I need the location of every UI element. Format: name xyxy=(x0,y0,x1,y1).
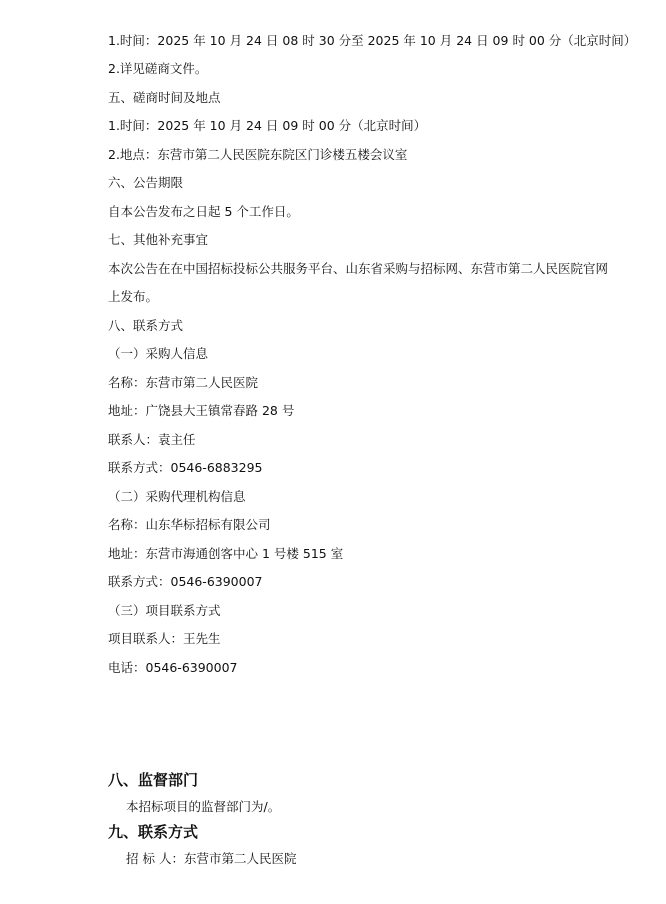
purchaser-name: 名称：东营市第二人民医院 xyxy=(108,375,259,390)
purchaser-title: （一）采购人信息 xyxy=(108,346,209,361)
section-title-contact: 八、联系方式 xyxy=(108,318,184,333)
project-contact-phone: 电话：0546-6390007 xyxy=(108,660,238,675)
section-title-supervision: 八、监督部门 xyxy=(108,771,199,789)
consultation-time: 1.时间：2025 年 10 月 24 日 09 时 00 分（北京时间） xyxy=(108,118,427,133)
details-line: 2.详见磋商文件。 xyxy=(108,61,208,76)
project-contact-title: （三）项目联系方式 xyxy=(108,603,221,618)
agency-name: 名称：山东华标招标有限公司 xyxy=(108,517,271,532)
tenderer-line: 招 标 人：东营市第二人民医院 xyxy=(126,851,297,866)
other-body-line-1: 本次公告在在中国招标投标公共服务平台、山东省采购与招标网、东营市第二人民医院官网 xyxy=(108,261,609,276)
section-title-other: 七、其他补充事宜 xyxy=(108,232,209,247)
supervision-body: 本招标项目的监督部门为/。 xyxy=(126,799,281,814)
section-title-consultation: 五、磋商时间及地点 xyxy=(108,90,221,105)
notice-period-body: 自本公告发布之日起 5 个工作日。 xyxy=(108,204,299,219)
agency-address: 地址：东营市海通创客中心 1 号楼 515 室 xyxy=(108,546,344,561)
agency-phone: 联系方式：0546-6390007 xyxy=(108,574,263,589)
purchaser-phone: 联系方式：0546-6883295 xyxy=(108,460,263,475)
other-body-line-2: 上发布。 xyxy=(108,289,159,304)
consultation-location: 2.地点：东营市第二人民医院东院区门诊楼五楼会议室 xyxy=(108,147,408,162)
section-title-notice-period: 六、公告期限 xyxy=(108,175,184,190)
section-title-contact-2: 九、联系方式 xyxy=(108,823,199,841)
purchaser-contact: 联系人：袁主任 xyxy=(108,432,196,447)
time-line-1: 1.时间：2025 年 10 月 24 日 08 时 30 分至 2025 年 10 月 24 日 09 时 00 分（北京时间） xyxy=(108,33,637,48)
project-contact-person: 项目联系人：王先生 xyxy=(108,631,221,646)
purchaser-address: 地址：广饶县大王镇常春路 28 号 xyxy=(108,403,295,418)
agency-title: （二）采购代理机构信息 xyxy=(108,489,246,504)
